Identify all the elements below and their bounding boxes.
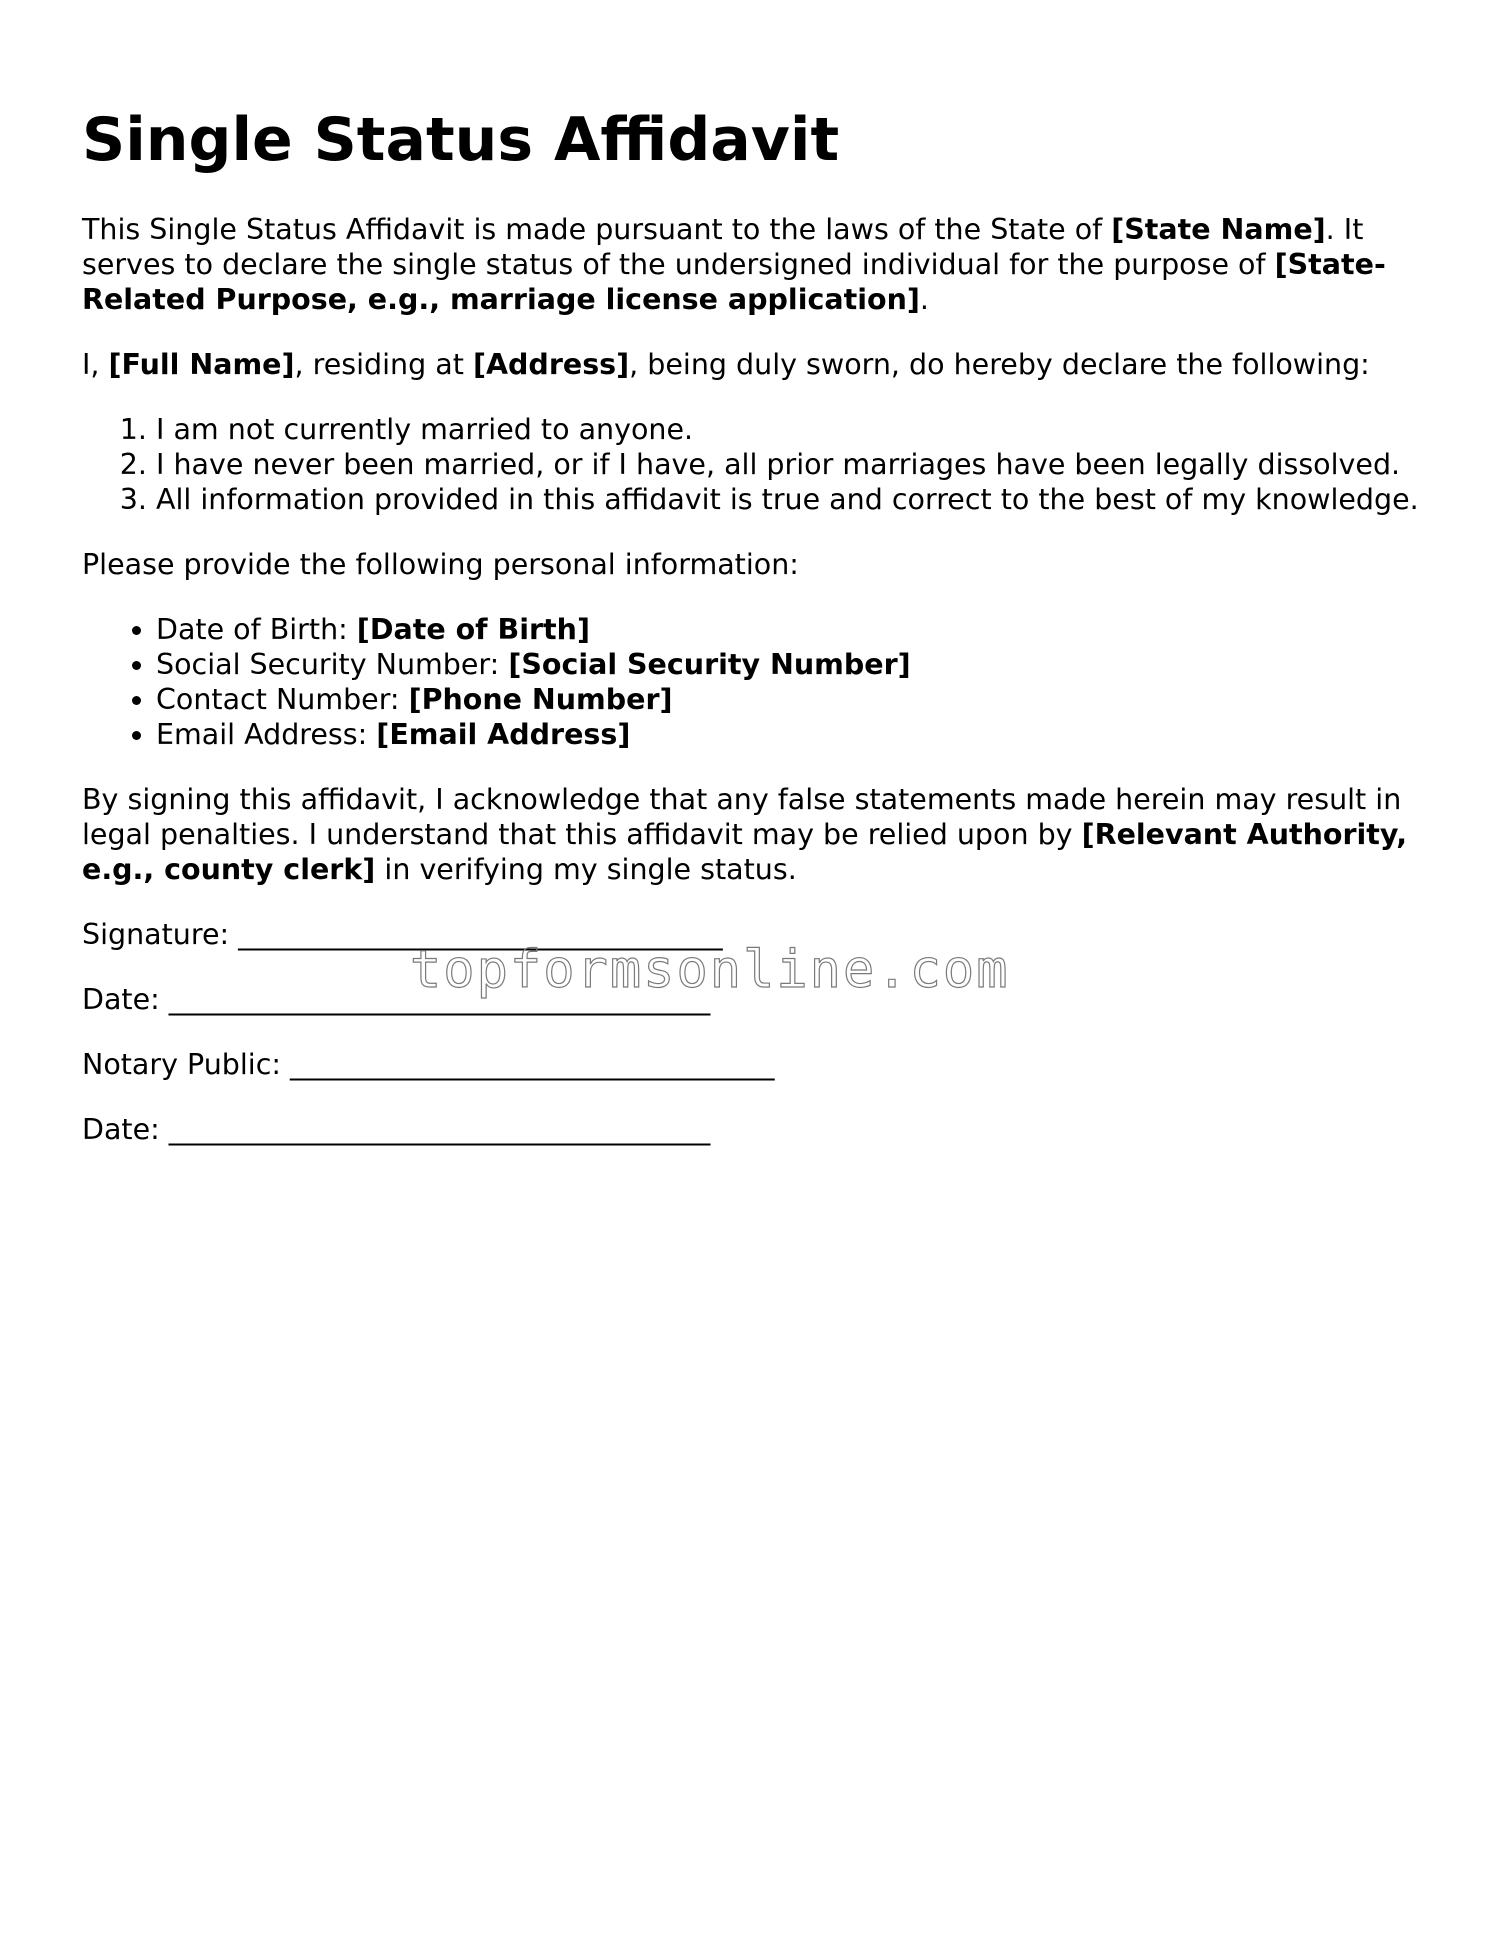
address-placeholder: [Address]: [472, 348, 630, 381]
email-label: Email Address:: [156, 718, 377, 751]
statement-item: 2. I have never been married, or if I have, all prior marriages have been legally dissolved.: [156, 447, 1422, 482]
authority-placeholder: [Relevant Authority, e.g., county clerk]: [82, 818, 1408, 886]
intro-text-3: .: [919, 283, 929, 316]
statement-item: 3. All information provided in this affidavit is true and correct to the best of my knowledge.: [156, 482, 1422, 517]
personal-info-item: [156, 612, 1422, 647]
personal-info-item: [156, 647, 1422, 682]
date-line: Date: ______________________________________: [82, 983, 711, 1016]
declaration-text-2: , residing at: [294, 348, 473, 381]
statements-list: [82, 412, 1422, 517]
phone-label: Contact Number:: [156, 683, 409, 716]
email-placeholder: [Email Address]: [376, 718, 631, 751]
personal-info-list: [82, 612, 1422, 752]
declaration-text-3: , being duly sworn, do hereby declare the following:: [629, 348, 1370, 381]
dob-placeholder: [Date of Birth]: [356, 613, 590, 646]
signature-line: Signature: __________________________________: [82, 918, 723, 951]
personal-info-prompt: Please provide the following personal information:: [82, 548, 799, 581]
acknowledgement-paragraph: [82, 782, 1422, 887]
intro-text-2: . It serves to declare the single status of the undersigned individual for the purpose of: [82, 213, 1364, 281]
ssn-label: Social Security Number:: [156, 648, 509, 681]
document-page: [82, 100, 1422, 1177]
statement-item: 1. I am not currently married to anyone.: [156, 412, 1422, 447]
purpose-placeholder: [State-Related Purpose, e.g., marriage license application]: [82, 248, 1386, 316]
ssn-placeholder: [Social Security Number]: [508, 648, 911, 681]
phone-placeholder: [Phone Number]: [408, 683, 673, 716]
intro-paragraph: [82, 212, 1422, 317]
state-name-placeholder: [State Name]: [1111, 213, 1326, 246]
intro-text-1: This Single Status Affidavit is made pursuant to the laws of the State of: [82, 213, 1112, 246]
acknowledgement-text-2: in verifying my single status.: [375, 853, 797, 886]
document-title: Single Status Affidavit: [82, 105, 840, 175]
personal-info-item: [156, 682, 1422, 717]
acknowledgement-text-1: By signing this affidavit, I acknowledge that any false statements made herein may result in legal penalties. I understand that this affidavit may be relied upon by: [82, 783, 1402, 851]
watermark-text: topformsonline.com: [410, 940, 1010, 1000]
declaration-text-1: I,: [82, 348, 109, 381]
notary-line: Notary Public: __________________________________: [82, 1048, 775, 1081]
personal-info-item: [156, 717, 1422, 752]
dob-label: Date of Birth:: [156, 613, 357, 646]
notary-date-line: Date: ______________________________________: [82, 1113, 711, 1146]
full-name-placeholder: [Full Name]: [108, 348, 295, 381]
declaration-paragraph: [82, 347, 1422, 382]
